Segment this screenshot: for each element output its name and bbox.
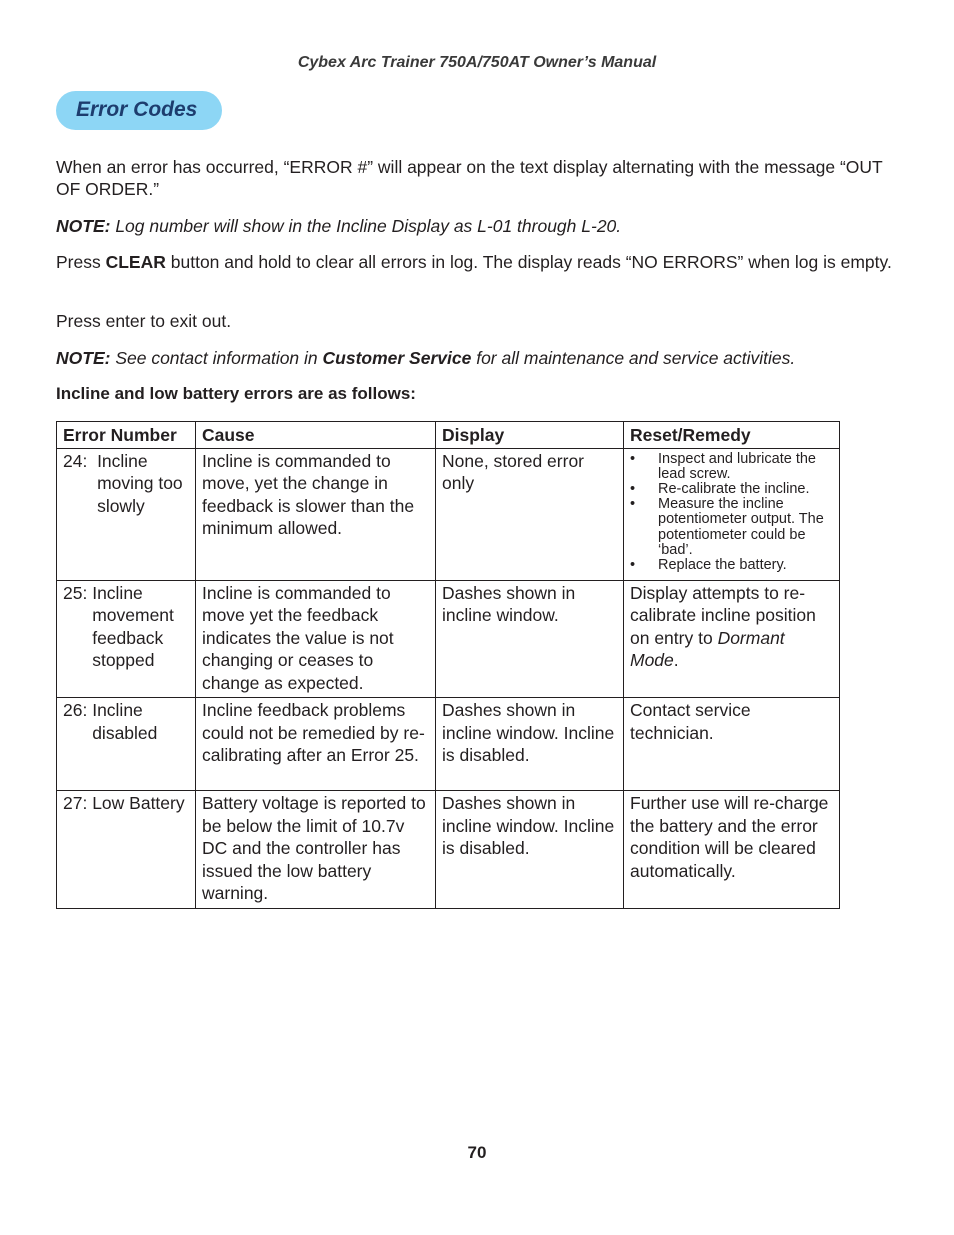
note-text-post: for all maintenance and service activities.	[471, 348, 796, 368]
table-row	[57, 791, 840, 909]
remedy-list-item: • Measure the incline potentiometer output. The potentiometer could be ‘bad’.	[630, 497, 833, 558]
note-label: NOTE:	[56, 216, 111, 236]
table-row	[57, 448, 840, 580]
display-cell: Dashes shown in incline window. Incline is disabled.	[436, 791, 624, 909]
clear-text-pre: Press	[56, 252, 106, 272]
remedy-cell	[624, 448, 840, 580]
table-row	[57, 698, 840, 791]
intro-paragraph: When an error has occurred, “ERROR #” will appear on the text display alternating with the message “OUT OF ORDER.”	[56, 157, 883, 199]
remedy-text: Display attempts to re-calibrate incline position on entry to	[630, 582, 816, 648]
customer-service-ref: Customer Service	[322, 348, 472, 368]
display-cell: Dashes shown in incline window.	[436, 580, 624, 698]
error-code: 27:	[63, 793, 93, 813]
cause-cell: Incline is commanded to move, yet the change in feedback is slower than the minimum allowed.	[196, 448, 436, 580]
remedy-text-end: .	[673, 650, 679, 670]
section-title: Error Codes	[76, 98, 198, 121]
remedy-list-item: • Inspect and lubricate the lead screw.	[630, 452, 833, 482]
error-name: Incline disabled	[92, 700, 158, 743]
header-error-number: Error Number	[57, 422, 196, 449]
note-text-pre: See contact information in	[110, 348, 323, 368]
error-name: Incline moving too slowly	[97, 450, 183, 516]
error-number-cell	[57, 698, 196, 791]
error-table	[56, 421, 840, 909]
remedy-list	[630, 452, 833, 574]
remedy-cell: Contact service technician.	[624, 698, 840, 791]
error-code: 25:	[63, 582, 93, 603]
exit-paragraph: Press enter to exit out.	[56, 311, 232, 331]
error-number-cell	[57, 448, 196, 580]
display-cell: Dashes shown in incline window. Incline is disabled.	[436, 698, 624, 791]
table-header-row	[57, 422, 840, 449]
cause-cell: Incline is commanded to move yet the feedback indicates the value is not changing or ceases to change as expected.	[196, 580, 436, 698]
display-cell: None, stored error only	[436, 448, 624, 580]
error-code: 26:	[63, 700, 93, 720]
table-intro-heading: Incline and low battery errors are as follows:	[56, 384, 416, 403]
clear-button-name: CLEAR	[105, 252, 166, 272]
error-number-cell	[57, 580, 196, 698]
dormant-mode-ref: Dormant Mode	[630, 627, 785, 670]
note-text: Log number will show in the Incline Display as L-01 through L-20.	[110, 216, 622, 236]
header-display: Display	[436, 422, 624, 449]
cause-cell: Battery voltage is reported to be below the limit of 10.7v DC and the controller has issued the low battery warning.	[196, 791, 436, 909]
section-title-badge	[56, 91, 222, 130]
remedy-list-item: • Re-calibrate the incline.	[630, 482, 833, 497]
header-cause: Cause	[196, 422, 436, 449]
remedy-cell: Further use will re-charge the battery and the error condition will be cleared automatically.	[624, 791, 840, 909]
error-name: Incline movement feedback stopped	[92, 582, 174, 670]
header-remedy: Reset/Remedy	[624, 422, 840, 449]
remedy-list-item: • Replace the battery.	[630, 558, 833, 573]
error-code: 24:	[63, 450, 98, 471]
table-row	[57, 580, 840, 698]
page-number: 70	[467, 1143, 487, 1162]
cause-cell: Incline feedback problems could not be remedied by re-calibrating after an Error 25.	[196, 698, 436, 791]
note-customer-service	[56, 347, 906, 369]
note-label: NOTE:	[56, 348, 111, 368]
clear-text-post: button and hold to clear all errors in log. The display reads “NO ERRORS” when log is empty.	[165, 252, 892, 272]
remedy-cell	[624, 580, 840, 698]
clear-paragraph	[56, 251, 906, 273]
running-header: Cybex Arc Trainer 750A/750AT Owner’s Manual	[297, 54, 657, 71]
note-log-number	[56, 215, 906, 237]
error-number-cell	[57, 791, 196, 909]
error-name: Low Battery	[92, 793, 185, 813]
